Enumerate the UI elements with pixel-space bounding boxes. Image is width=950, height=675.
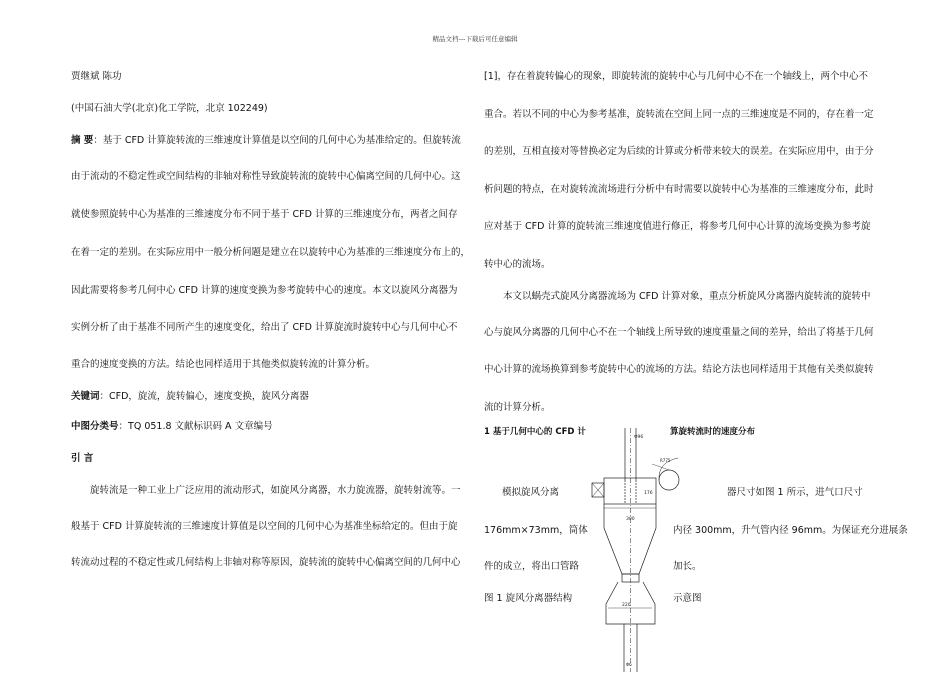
top-view-circle [659, 470, 679, 490]
keywords-label: 关键词 [71, 391, 100, 402]
abstract-label: 摘 要 [71, 135, 94, 146]
figure-caption-b: 示意图 [673, 593, 702, 604]
page-header: 精品文档---下载后可任意编辑 [432, 35, 518, 43]
fig-text-2b: 内径 300mm，升气管内径 96mm。为保证充分进展条 [673, 525, 908, 536]
right-para2-line-4: 流的计算分析。 [484, 402, 551, 413]
fig-text-3b: 加长。 [673, 561, 702, 572]
classification-line: 中图分类号：TQ 051.8 文献标识码 A 文章编号 [71, 421, 273, 432]
abstract-line-3: 就使参照旋转中心为基准的三维速度分布不同于基于 CFD 计算的三维速度分布，两者之间存 [71, 209, 458, 220]
right-line-2: 重合。若以不同的中心为参考基准，旋转流在空间上同一点的三维速度是不同的，存在着一定 [484, 109, 874, 120]
fig-text-2a: 176mm×73mm，筒体 [484, 525, 588, 536]
fig-text-1b: 器尺寸如图 1 所示，进气口尺寸 [727, 487, 863, 498]
fig-text-1a: 模拟旋风分离 [502, 487, 560, 498]
intro-heading: 引 言 [71, 453, 94, 464]
abstract-line-7: 重合的速度变换的方法。结论也同样适用于其他类似旋转流的计算分析。 [71, 359, 376, 370]
cyclone-separator-figure [582, 428, 684, 672]
dim-label-d-top: Φ96 [634, 435, 644, 440]
cyclone-cone [604, 504, 656, 574]
dim-label-r-top: R775 [660, 458, 671, 463]
dim-label-d-mid: 176 [644, 491, 653, 496]
right-para2-line-3: 中心计算的流场换算到参考旋转中心的流场的方法。结论方法也同样适用于其他有关类似旋转 [484, 364, 874, 375]
figure-caption-a: 图 1 旋风分离器结构 [484, 593, 573, 604]
intro-line-3: 转流动过程的不稳定性或几何结构上非轴对称等原因，旋转流的旋转中心偏离空间的几何中心 [71, 557, 461, 568]
right-para2-line-1: 本文以蜗壳式旋风分离器流场为 CFD 计算对象，重点分析旋风分离器内旋转流的旋转中 [503, 291, 871, 302]
section-1-heading-b: 算旋转流时的速度分布 [670, 427, 756, 437]
right-line-4: 析问题的特点，在对旋转流流场进行分析中有时需要以旋转中心为基准的三维速度分布，此时 [484, 184, 874, 195]
authors: 贾继斌 陈功 [71, 71, 122, 82]
abstract-line-5: 因此需要将参考几何中心 CFD 计算的速度变换为参考旋转中心的速度。本文以旋风分离器为 [71, 285, 458, 296]
right-line-5: 应对基于 CFD 计算的旋转流三维速度值进行修正，将参考几何中心计算的流场变换为参考旋 [484, 221, 871, 232]
right-para2-line-2: 心与旋风分离器的几何中心不在一个轴线上所导致的速度重量之间的差异，给出了将基于几何 [484, 327, 874, 338]
keywords-line: 关键词：CFD，旋流，旋转偏心，速度变换，旋风分离器 [71, 391, 309, 402]
classification-label: 中图分类号 [71, 421, 119, 432]
affiliation: (中国石油大学(北京)化工学院，北京 102249) [71, 103, 268, 114]
right-line-3: 的差别，互相直接对等替换必定为后续的计算或分析带来较大的误差。在实际应用中，由于分 [484, 146, 874, 157]
intro-line-1: 旋转流是一种工业上广泛应用的流动形式，如旋风分离器，水力旋流器，旋转射流等。一 [90, 485, 461, 496]
abstract-line-1: 摘 要：基于 CFD 计算旋转流的三维速度计算值是以空间的几何中心为基准给定的。但旋转流 [71, 135, 461, 146]
abstract-line-4: 在着一定的差别。在实际应用中一般分析问题是建立在以旋转中心为基准的三维速度分布上的， [71, 247, 471, 258]
right-line-1: [1]，存在着旋转偏心的现象，即旋转流的旋转中心与几何中心不在一个轴线上，两个中心不 [484, 71, 868, 82]
cyclone-drawing [582, 428, 684, 672]
section-1-heading-a: 1 基于几何中心的 CFD 计 [484, 427, 586, 437]
abstract-line-2: 由于流动的不稳定性或空间结构的非轴对称性导致旋转流的旋转中心偏离空间的几何中心。这 [71, 171, 461, 182]
right-line-6: 转中心的流场。 [484, 259, 551, 270]
dim-label-d-low: 220 [622, 603, 631, 608]
dim-label-d-body: 300 [626, 517, 635, 522]
dim-label-d-dust: Φ6 [626, 662, 632, 667]
intro-line-2: 般基于 CFD 计算旋转流的三维速度计算值是以空间的几何中心为基准坐标给定的。但由于旋 [71, 521, 458, 532]
abstract-line-6: 实例分析了由于基准不同所产生的速度变化，给出了 CFD 计算旋流时旋转中心与几何中心不 [71, 322, 458, 333]
fig-text-3a: 件的成立，将出口管路 [484, 561, 580, 572]
